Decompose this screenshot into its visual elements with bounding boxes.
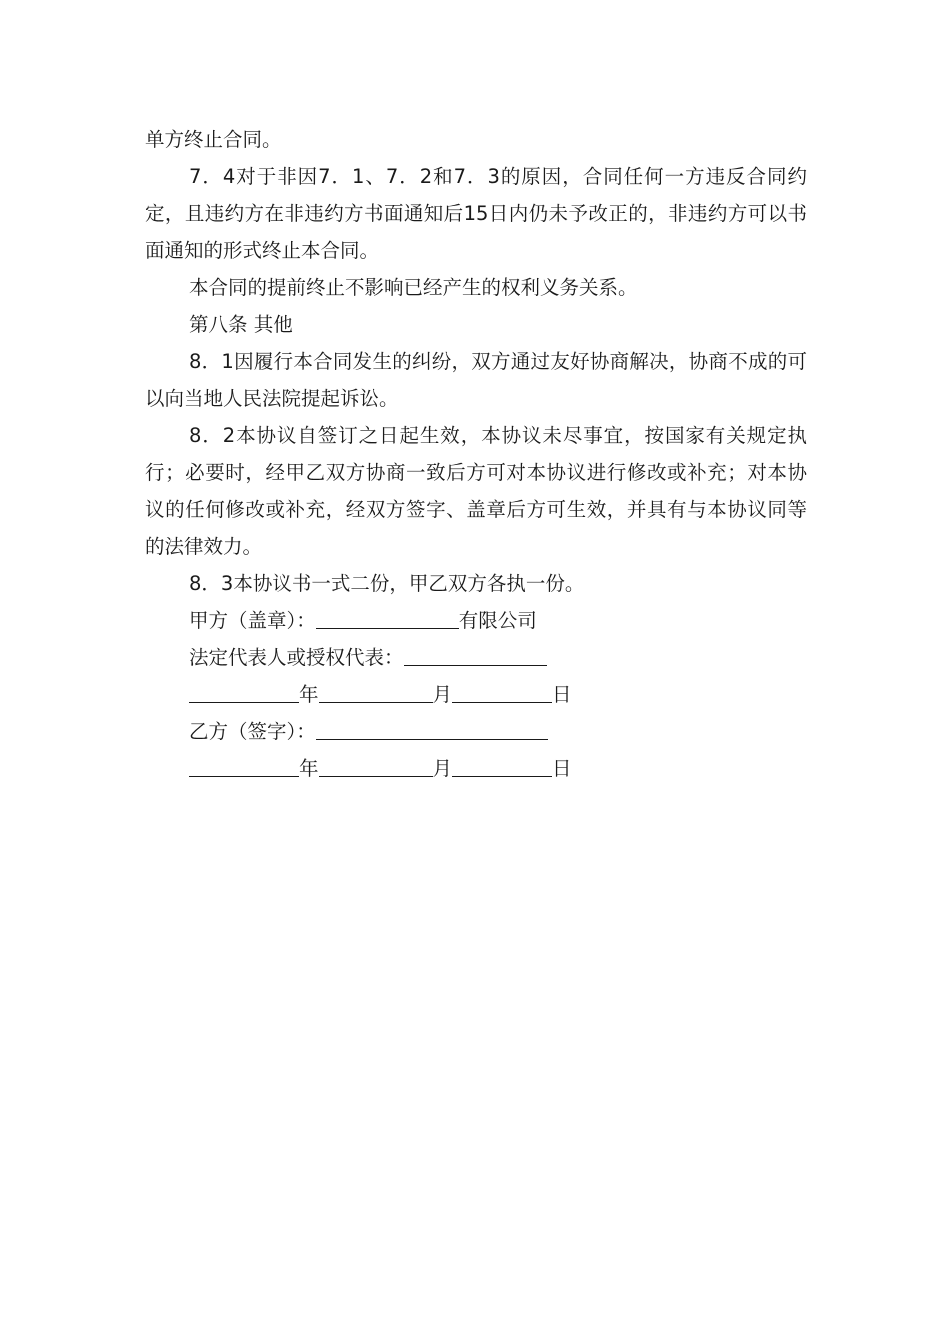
party-a-day-blank[interactable] <box>452 682 552 703</box>
paragraph-clause-8-3: 8．3本协议书一式二份，甲乙双方各执一份。 <box>189 572 585 595</box>
representative-label: 法定代表人或授权代表： <box>189 646 404 669</box>
party-b-date-line <box>145 750 807 787</box>
paragraph-early-termination-effect: 本合同的提前终止不影响已经产生的权利义务关系。 <box>189 276 638 299</box>
year-label: 年 <box>299 757 319 780</box>
month-label: 月 <box>432 757 453 780</box>
party-b-signature-blank[interactable] <box>316 719 548 740</box>
document-body <box>145 121 807 787</box>
party-b-day-blank[interactable] <box>452 756 552 777</box>
paragraph-clause-8-2: 8．2本协议自签订之日起生效，本协议未尽事宜，按国家有关规定执行；必要时，经甲乙双方协商一致后方可对本协议进行修改或补充；对本协议的任何修改或补充，经双方签字、盖章后方可生效，并具有与本协议同等的法律效力。 <box>145 424 807 558</box>
party-a-signature-line <box>145 602 807 639</box>
party-a-date-line <box>145 676 807 713</box>
party-b-signature-line <box>145 713 807 750</box>
article-8-heading: 第八条 其他 <box>189 313 293 336</box>
party-b-label: 乙方（签字）： <box>189 720 316 743</box>
party-a-suffix: 有限公司 <box>458 609 537 632</box>
party-b-year-blank[interactable] <box>189 756 299 777</box>
paragraph-clause-8-1: 8．1因履行本合同发生的纠纷，双方通过友好协商解决，协商不成的可以向当地人民法院提起诉讼。 <box>145 350 807 410</box>
day-label: 日 <box>552 757 572 780</box>
paragraph-termination-end: 单方终止合同。 <box>145 128 282 151</box>
representative-signature-line <box>145 639 807 676</box>
paragraph-clause-7-4: 7．4对于非因7．1、7．2和7．3的原因，合同任何一方违反合同约定，且违约方在非违约方书面通知后15日内仍未予改正的，非违约方可以书面通知的形式终止本合同。 <box>145 165 807 262</box>
representative-blank[interactable] <box>404 645 547 666</box>
day-label: 日 <box>552 683 572 706</box>
party-a-name-blank[interactable] <box>316 608 459 629</box>
party-b-month-blank[interactable] <box>319 756 433 777</box>
month-label: 月 <box>432 683 453 706</box>
party-a-label: 甲方（盖章）： <box>189 609 316 632</box>
party-a-month-blank[interactable] <box>319 682 433 703</box>
year-label: 年 <box>299 683 319 706</box>
party-a-year-blank[interactable] <box>189 682 299 703</box>
